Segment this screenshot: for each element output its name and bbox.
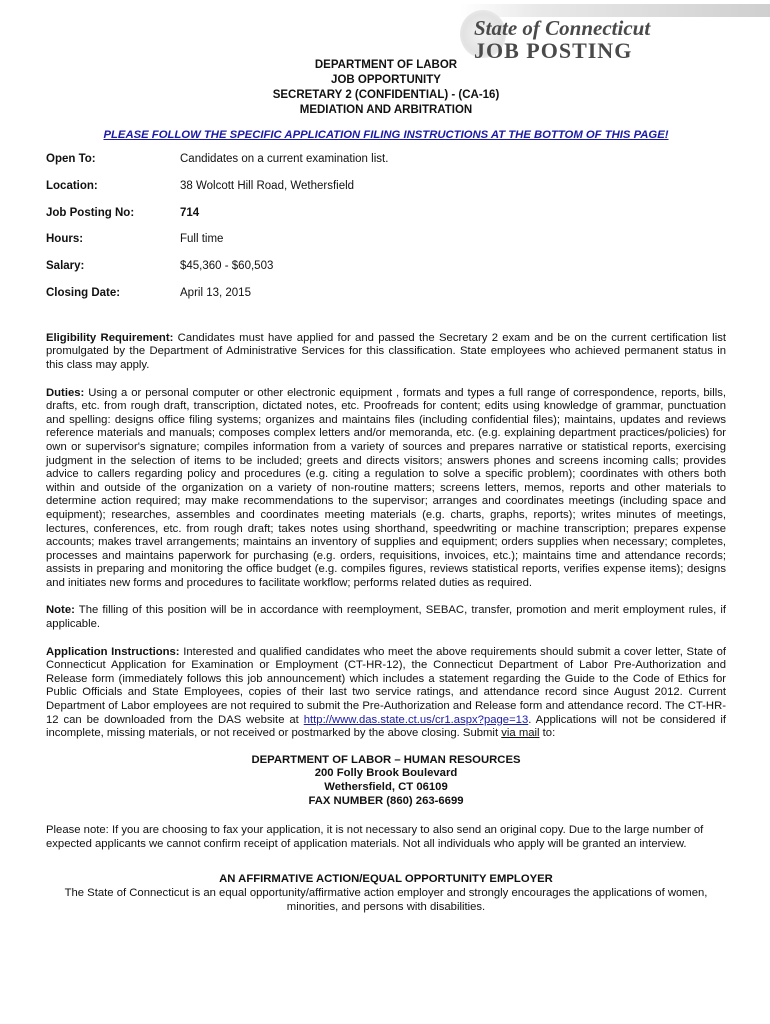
info-row (46, 260, 388, 287)
application-text-2: . Applications will not be considered if incomplete, missing materials, or not received or postmarked by the above closing. Submit (46, 713, 726, 740)
header-unit: MEDIATION AND ARBITRATION (299, 104, 473, 116)
filing-instructions-notice: PLEASE FOLLOW THE SPECIFIC APPLICATION FILING INSTRUCTIONS AT THE BOTTOM OF THIS PAGE! (103, 129, 669, 141)
fax-note-paragraph: Please note: If you are choosing to fax your application, it is not necessary to also send an original copy. Due to the large number of expected applicants we cannot confirm receipt of application materials. Not all individuals who apply will be granted an interview. (46, 824, 704, 850)
address-fax: FAX NUMBER (860) 263-6699 (308, 794, 464, 807)
address-department: DEPARTMENT OF LABOR – HUMAN RESOURCES (251, 753, 521, 766)
eoe-text: The State of Connecticut is an equal opportunity/affirmative action employer and strongly encourages the applications of women, minorities, and persons with disabilities. (64, 886, 708, 913)
eligibility-text: Candidates must have applied for and passed the Secretary 2 exam and be on the current certification list promulgated by the Department of Administrative Services for this classification. State employees who achieved permanent status in this class may apply. (46, 331, 726, 371)
info-value: Full time (180, 233, 224, 246)
info-row (46, 207, 388, 234)
header-position-title: SECRETARY 2 (CONFIDENTIAL) - (CA-16) (272, 89, 500, 101)
eoe-title: AN AFFIRMATIVE ACTION/EQUAL OPPORTUNITY EMPLOYER (219, 873, 553, 886)
eligibility-label: Eligibility Requirement: (46, 331, 174, 344)
application-text: Interested and qualified candidates who meet the above requirements should submit a cover letter, State of Connecticut Application for Examination or Employment (CT-HR-12), the Connecticut Department of Labor Pre-Authorization and Release form (immediately follows this job announcement) which includes a statement regarding the Guide to the Code of Ethics for Public Officials and State Employees, copies of their last two service ratings, and attendance record since August 2012. Current Department of Labor employees are not required to submit the Pre-Authorization and Release form and attendance record. The CT-HR-12 can be downloaded from the DAS website at (46, 645, 726, 726)
address-city: Wethersfield, CT 06109 (324, 781, 448, 793)
info-label: Job Posting No: (46, 206, 135, 219)
info-value: Candidates on a current examination list. (180, 153, 389, 165)
note-label: Note: (46, 604, 75, 617)
info-label: Location: (46, 179, 98, 192)
application-label: Application Instructions: (46, 645, 180, 658)
job-posting-logo (460, 4, 770, 63)
info-label: Closing Date: (46, 286, 121, 299)
application-instructions-paragraph (46, 646, 726, 741)
document-header (46, 58, 726, 118)
via-mail-text: via mail (501, 727, 540, 740)
duties-label: Duties: (46, 386, 85, 399)
header-department: DEPARTMENT OF LABOR (314, 59, 458, 71)
duties-text: Using a or personal computer or other electronic equipment , formats and types a full range of correspondence, reports, bills, drafts, etc. from rough draft, transcription, dictated notes, etc. Proofreads for content; edits using knowledge of grammar, punctuation and spelling: designs office filing systems; organizes and maintains files (including confidential files); maintains, updates and reviews reference materials and manuals; composes complex letters and/or memoranda, etc. (e.g. explaining department practices/policies) for own or supervisor's signature; compiles information from a variety of sources and prepares narrative or statistical reports, exercising judgment in the selection of items to be included; greets and directs visitors; answers phones and screens incoming calls; provides advice to callers regarding policy and procedures (e.g. citing a regulation to solve a specific problem); coordinates with others both within and outside of the organization on a variety of non-routine matters; screens letters, memos, reports and other materials to determine action required; may make recommendations to the supervisor; arranges and coordinates meetings (including space and equipment); researches, assembles and coordinates meeting materials (e.g. charts, graphs, reports); writes minutes of meetings, lectures, conferences, etc. from rough draft; takes notes using shorthand, speedwriting or machine transcription; prepares expense accounts; makes travel arrangements; maintains an inventory of supplies and equipment; orders supplies when necessary; completes, processes and maintains paperwork for purchasing (e.g. orders, requisitions, invoices, etc.); maintains time and attendance records; assists in preparing and monitoring the office budget (e.g. compiles figures, reviews statistical reports, verifies expense items); designs and initiates new forms and procedures to facilitate workflow; performs related duties as required. (46, 386, 726, 589)
logo-state-title: State of Connecticut (474, 16, 651, 40)
duties-paragraph (46, 387, 726, 591)
note-text: The filling of this position will be in accordance with reemployment, SEBAC, transfer, promotion and merit employment rules, if applicable. (46, 604, 726, 631)
logo-job-posting-title: JOB POSTING (474, 38, 633, 63)
info-row (46, 287, 388, 314)
application-text-3: to: (539, 727, 556, 740)
info-label: Salary: (46, 260, 85, 273)
header-job-opportunity: JOB OPPORTUNITY (331, 74, 441, 86)
job-info-table (46, 153, 388, 314)
info-value: 714 (180, 206, 200, 219)
das-website-link[interactable]: http://www.das.state.ct.us/cr1.aspx?page=13 (303, 713, 529, 726)
info-value: $45,360 - $60,503 (180, 260, 274, 273)
eoe-statement (46, 873, 726, 914)
info-value: 38 Wolcott Hill Road, Wethersfield (180, 179, 355, 192)
info-row (46, 233, 388, 260)
eligibility-paragraph (46, 332, 726, 373)
note-paragraph (46, 604, 726, 631)
info-row (46, 180, 388, 207)
document-page (46, 58, 726, 914)
address-street: 200 Folly Brook Boulevard (314, 767, 458, 780)
info-row (46, 153, 388, 180)
info-value: April 13, 2015 (180, 286, 251, 299)
info-label: Hours: (46, 233, 84, 246)
info-label: Open To: (46, 153, 96, 165)
mailing-address (46, 754, 726, 808)
